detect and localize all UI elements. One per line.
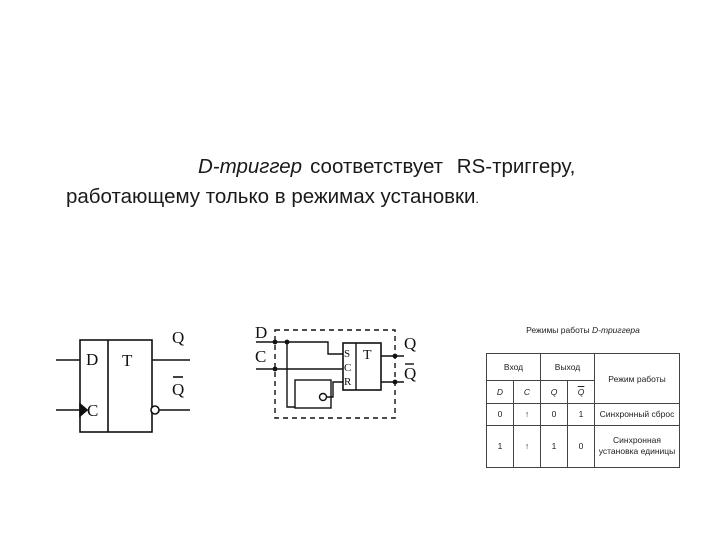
junction-dot-branch [285, 340, 290, 345]
header-output: Выход [541, 354, 595, 381]
rs-pin-r: R [344, 376, 352, 388]
mode-table [486, 353, 680, 468]
symbol-output-qbar: Q [172, 380, 185, 399]
column-q: Q [541, 381, 568, 404]
d-trigger-implementation [256, 330, 417, 418]
cell-d: 1 [487, 425, 514, 467]
wire-d-to-inverter [287, 342, 295, 407]
dynamic-clock-triangle [80, 404, 87, 416]
cell-d: 0 [487, 404, 514, 426]
inverter-bubble [320, 394, 327, 401]
wire-inverter-to-r [326, 382, 343, 397]
cell-qbar: 1 [568, 404, 595, 426]
impl-input-c: C [255, 347, 267, 366]
cell-mode: Синхронный сброс [595, 404, 680, 426]
cell-qbar: 0 [568, 425, 595, 467]
implementation-dots [273, 340, 398, 385]
heading-corresponds: соответствует [310, 155, 444, 178]
rs-pin-c: C [344, 362, 352, 374]
symbol-output-q: Q [172, 328, 185, 347]
junction-dot-q [393, 354, 398, 359]
junction-dot-qbar [393, 380, 398, 385]
junction-dot-d [273, 340, 278, 345]
mode-row-reset [487, 404, 680, 426]
column-qbar: $\overline{Q}$ [568, 381, 595, 404]
rs-pin-s: S [344, 348, 351, 360]
rs-trigger-term: RS-триггеру, [456, 155, 576, 178]
column-c: C [514, 381, 541, 404]
header-input: Вход [487, 354, 541, 381]
wire-d-to-s [275, 342, 343, 354]
cell-q: 1 [541, 425, 568, 467]
mode-table-caption-term: D-триггера [592, 325, 640, 335]
cell-q: 0 [541, 404, 568, 426]
cell-clock-edge: ↑ [514, 404, 541, 426]
header-mode: Режим работы [595, 354, 680, 404]
column-d: D [487, 381, 514, 404]
mode-row-set [487, 425, 680, 467]
inversion-bubble [151, 406, 159, 414]
symbol-labels [86, 328, 184, 420]
junction-dot-c [273, 367, 278, 372]
impl-output-q: Q [404, 334, 417, 353]
cell-clock-edge: ↑ [514, 425, 541, 467]
mode-table-caption [486, 325, 680, 335]
mode-table-caption-prefix: Режимы работы [526, 325, 592, 335]
rs-title: T [363, 348, 372, 363]
cell-mode: Синхронная установка единицы [595, 425, 680, 467]
symbol-pin-d: D [86, 350, 99, 369]
impl-input-d: D [255, 323, 268, 342]
symbol-title: T [122, 351, 133, 370]
heading-line-2-text: работающему только в режимах установки [66, 185, 476, 208]
symbol-pin-c: C [87, 401, 99, 420]
d-trigger-term: D-триггер [198, 155, 303, 178]
mode-table-header-row [487, 354, 680, 381]
impl-output-qbar: Q [404, 364, 417, 383]
heading-period: . [475, 191, 480, 206]
